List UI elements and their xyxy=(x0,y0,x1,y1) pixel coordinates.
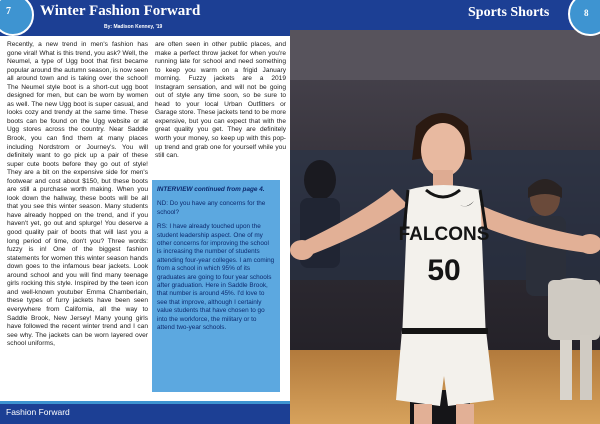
interview-sidebar xyxy=(152,180,280,392)
page-header xyxy=(290,0,600,30)
jersey-team-name: FALCONS xyxy=(398,224,490,245)
section-title: Sports Shorts xyxy=(468,5,550,20)
article-column-2: are often seen in other public places, and make a perfect throw jacket for when you're running late for school and need something to keep you warm on a frigid January morning. Fuzzy jackets are a 2019 Instagram sensation, and will not be going out of style any time soon, so be sure to head to your local Urban Outfitters or Garage store. These jackets tend to be more expensive, but you can expect that with the great quality you get. They are definitely worth your money, so keep up with this pop-up trend and grab one for yourself while you still can. xyxy=(155,41,286,159)
article-title: Winter Fashion Forward xyxy=(40,3,201,19)
jersey-number: 50 xyxy=(427,254,461,287)
page-number: 8 xyxy=(584,8,589,18)
interview-heading: INTERVIEW continued from page 4. xyxy=(157,186,265,193)
gym-wall-stripe xyxy=(290,30,600,80)
interview-question: ND: Do you have any concerns for the school? xyxy=(157,200,266,216)
article-byline: By: Madison Kenney, '19 xyxy=(104,24,163,30)
article-column-1: Recently, a new trend in men's fashion has gone viral! What is this trend, you ask? Well, the Neumel, a type of Ugg boot that first became popular around the autumn season, is now seen all around town and is taking over the school! The Neumel style boot is a short-cut ugg boot designed for men, but can be worn by women as well. The new Ugg boot is super casual, and looks cozy and trendy at the same time. These boots can be found on the Ugg website or at Ugg stores across the country. Near Saddle Brook, you can find them at many places including Nordstrom or Journey's. You will definitely want to go pick up a pair of these super cute boots before they go out of style! They are a bit on the expensive side for men's footwear and cost about $150, but these boots are still a purchase worth making. When you look down the hallway, these boots will be all that you see this winter season. Many students have already hopped on the trend, and if you haven't yet, go out and splurge! You deserve a good quality pair of boots that will last you a long period of time, don't you? Three words: fuzzy is in! One of the biggest fashion statements for women this winter season hands down goes to the infamous bear jackets. Look around school and you will find many teenage girls rocking this style. Inspired by the teen icon and well-known youtuber Emma Chamberlain, these types of furry jackets have been seen everywhere from California, all the way to Saddle Brook, New Jersey! Many young girls have followed the recent winter trend and I can see why. The jackets can be worn layered over school uniforms, xyxy=(7,41,148,348)
page-number: 7 xyxy=(6,6,11,17)
left-page xyxy=(0,0,290,424)
right-page xyxy=(290,0,600,424)
basketball-photo xyxy=(290,30,600,424)
section-label: Fashion Forward xyxy=(6,407,70,417)
footer-accent-stripe xyxy=(0,401,290,404)
interview-answer: RS: I have already touched upon the student leadership aspect. One of my other concerns for improving the school is increasing the number of students attending four-year colleges. I am coming from a school in which 95% of its graduates are going to four year schools after graduation. Here in Saddle Brook, that number is around 45%. I'd love to see that improve, although I certainly value students that have chosen to go into the workforce, the military or to attend two-year schools. xyxy=(157,223,275,332)
